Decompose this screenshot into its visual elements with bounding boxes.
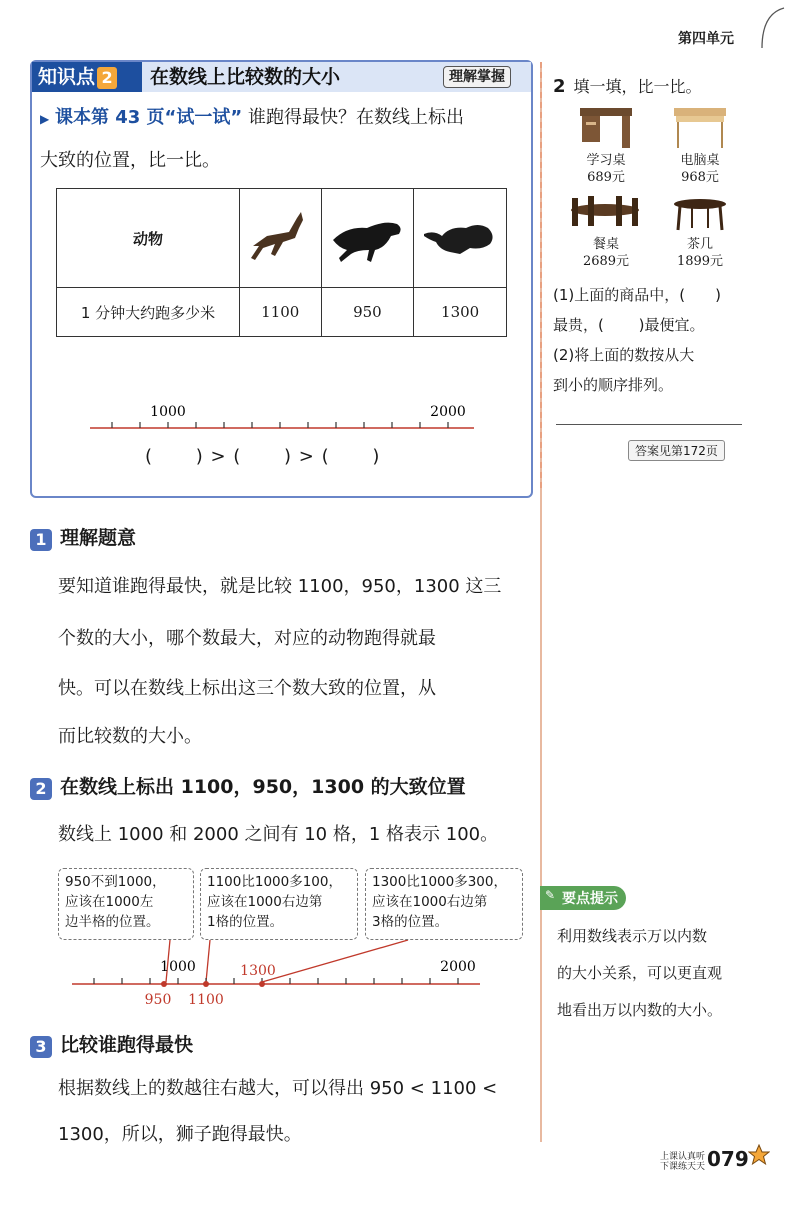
panther-image: [321, 189, 414, 288]
section-number: 3: [30, 1036, 52, 1058]
note-line: 1格的位置。: [207, 914, 284, 930]
table-header-animal: 动物: [57, 189, 240, 288]
note-line: 边半格的位置。: [65, 914, 160, 930]
antelope-image: [240, 189, 322, 288]
dining-table-icon: [566, 194, 644, 232]
note-1100: [200, 868, 358, 940]
study-desk-icon: [578, 104, 634, 152]
speed-value: 1300: [414, 288, 507, 337]
unit-label: 第四单元: [678, 31, 734, 47]
animal-speed-table: [56, 188, 507, 337]
triangle-bullet-icon: ▶: [40, 112, 50, 126]
note-line: 应该在1000左: [65, 894, 154, 910]
section-title: 在数线上标出 1100，950，1300 的大致位置: [60, 776, 466, 798]
number-line-marked: [66, 940, 486, 1012]
footer-slogan-line: 下课练天天: [660, 1162, 706, 1172]
question-line-1: [40, 103, 530, 129]
tip-line: 利用数线表示万以内数: [557, 927, 708, 945]
point-1300: [259, 981, 265, 987]
question-text: 谁跑得最快？在数线上标出: [247, 107, 464, 128]
knowledge-title: 在数线上比较数的大小: [150, 66, 341, 88]
label-950: 950: [144, 992, 172, 1008]
textbook-reference: 课本第 43 页“试一试”: [54, 107, 243, 128]
point-950: [161, 981, 167, 987]
question-part-line: (1)上面的商品中，( ): [553, 286, 721, 304]
item-name: 餐桌: [592, 237, 619, 252]
question-2: [553, 74, 702, 97]
tick-label-1000: 1000: [150, 404, 186, 420]
section-number: 1: [30, 529, 52, 551]
paragraph-line: 根据数线上的数越往右越大，可以得出 950 < 1100 <: [58, 1078, 498, 1099]
note-line: 应该在1000右边第: [207, 894, 323, 910]
point-1100: [203, 981, 209, 987]
answer-blanks: ( ) > ( ) > ( ): [145, 446, 380, 467]
label-1100: 1100: [188, 992, 224, 1008]
question-number: 2: [553, 76, 566, 97]
paragraph-line: 快。可以在数线上标出这三个数大致的位置，从: [58, 678, 436, 699]
paragraph-line: 数线上 1000 和 2000 之间有 10 格，1 格表示 100。: [58, 824, 499, 845]
tick-label-2000: 2000: [440, 959, 476, 975]
note-1300: [365, 868, 523, 940]
section-3-header: [30, 1030, 193, 1058]
paragraph-line: 要知道谁跑得最快，就是比较 1100，950，1300 这三: [58, 576, 502, 597]
tip-icon: ✎: [545, 888, 556, 902]
section-2-header: [30, 772, 466, 800]
note-line: 950不到1000，: [65, 874, 166, 890]
paragraph-line: 而比较数的大小。: [58, 726, 202, 747]
note-line: 1300比1000多300，: [372, 874, 507, 890]
lion-image: [414, 189, 507, 288]
star-mascot-icon: [748, 1144, 770, 1166]
number-line-blank: [90, 400, 480, 440]
tip-line: 地看出万以内数的大小。: [557, 1001, 723, 1019]
paragraph-line: 1300，所以，狮子跑得最快。: [58, 1124, 302, 1145]
footer-slogan: [660, 1152, 705, 1172]
answer-divider: [556, 424, 742, 425]
section-title: 理解题意: [60, 527, 137, 549]
knowledge-tag: [32, 62, 142, 92]
paragraph-line: 个数的大小，哪个数最大，对应的动物跑得就最: [58, 628, 436, 649]
item-name: 学习桌: [586, 153, 626, 168]
column-divider-dashed: [540, 62, 542, 492]
question-part-line: (2)将上面的数按从大: [553, 346, 695, 364]
footer-slogan-line: 上课认真听: [660, 1152, 706, 1162]
corner-decoration: [756, 6, 786, 50]
section-title: 比较谁跑得最快: [60, 1034, 194, 1056]
item-price: 2689元: [582, 254, 630, 269]
answer-reference: 答案见第172页: [628, 440, 725, 461]
question-text: 填一填，比一比。: [573, 77, 702, 96]
item-name: 电脑桌: [680, 153, 720, 168]
knowledge-tag-text: 知识点: [38, 66, 96, 88]
tip-tag-label: 要点提示: [562, 891, 618, 907]
knowledge-number: 2: [97, 67, 117, 89]
speed-value: 1100: [240, 288, 322, 337]
item-price: 689元: [587, 170, 625, 185]
computer-desk-icon: [672, 104, 728, 152]
tip-line: 的大小关系，可以更直观: [557, 964, 723, 982]
note-line: 1100比1000多100，: [207, 874, 342, 890]
note-950: [58, 868, 194, 940]
question-part-line: 到小的顺序排列。: [553, 376, 674, 394]
item-price: 1899元: [676, 254, 724, 269]
note-line: 应该在1000右边第: [372, 894, 488, 910]
question-part-line: 最贵，( )最便宜。: [553, 316, 705, 334]
tick-label-2000: 2000: [430, 404, 466, 420]
table-header-speed: 1 分钟大约跑多少米: [57, 288, 240, 337]
section-number: 2: [30, 778, 52, 800]
note-line: 3格的位置。: [372, 914, 449, 930]
item-name: 茶几: [686, 237, 713, 252]
coffee-table-icon: [672, 198, 728, 232]
section-1-header: [30, 523, 136, 551]
item-price: 968元: [681, 170, 719, 185]
question-line-2: 大致的位置，比一比。: [40, 150, 220, 171]
label-1300: 1300: [240, 963, 276, 979]
tick-label-1000: 1000: [160, 959, 196, 975]
page-number: 079: [707, 1147, 749, 1171]
speed-value: 950: [321, 288, 414, 337]
level-badge: 理解掌握: [443, 66, 511, 88]
